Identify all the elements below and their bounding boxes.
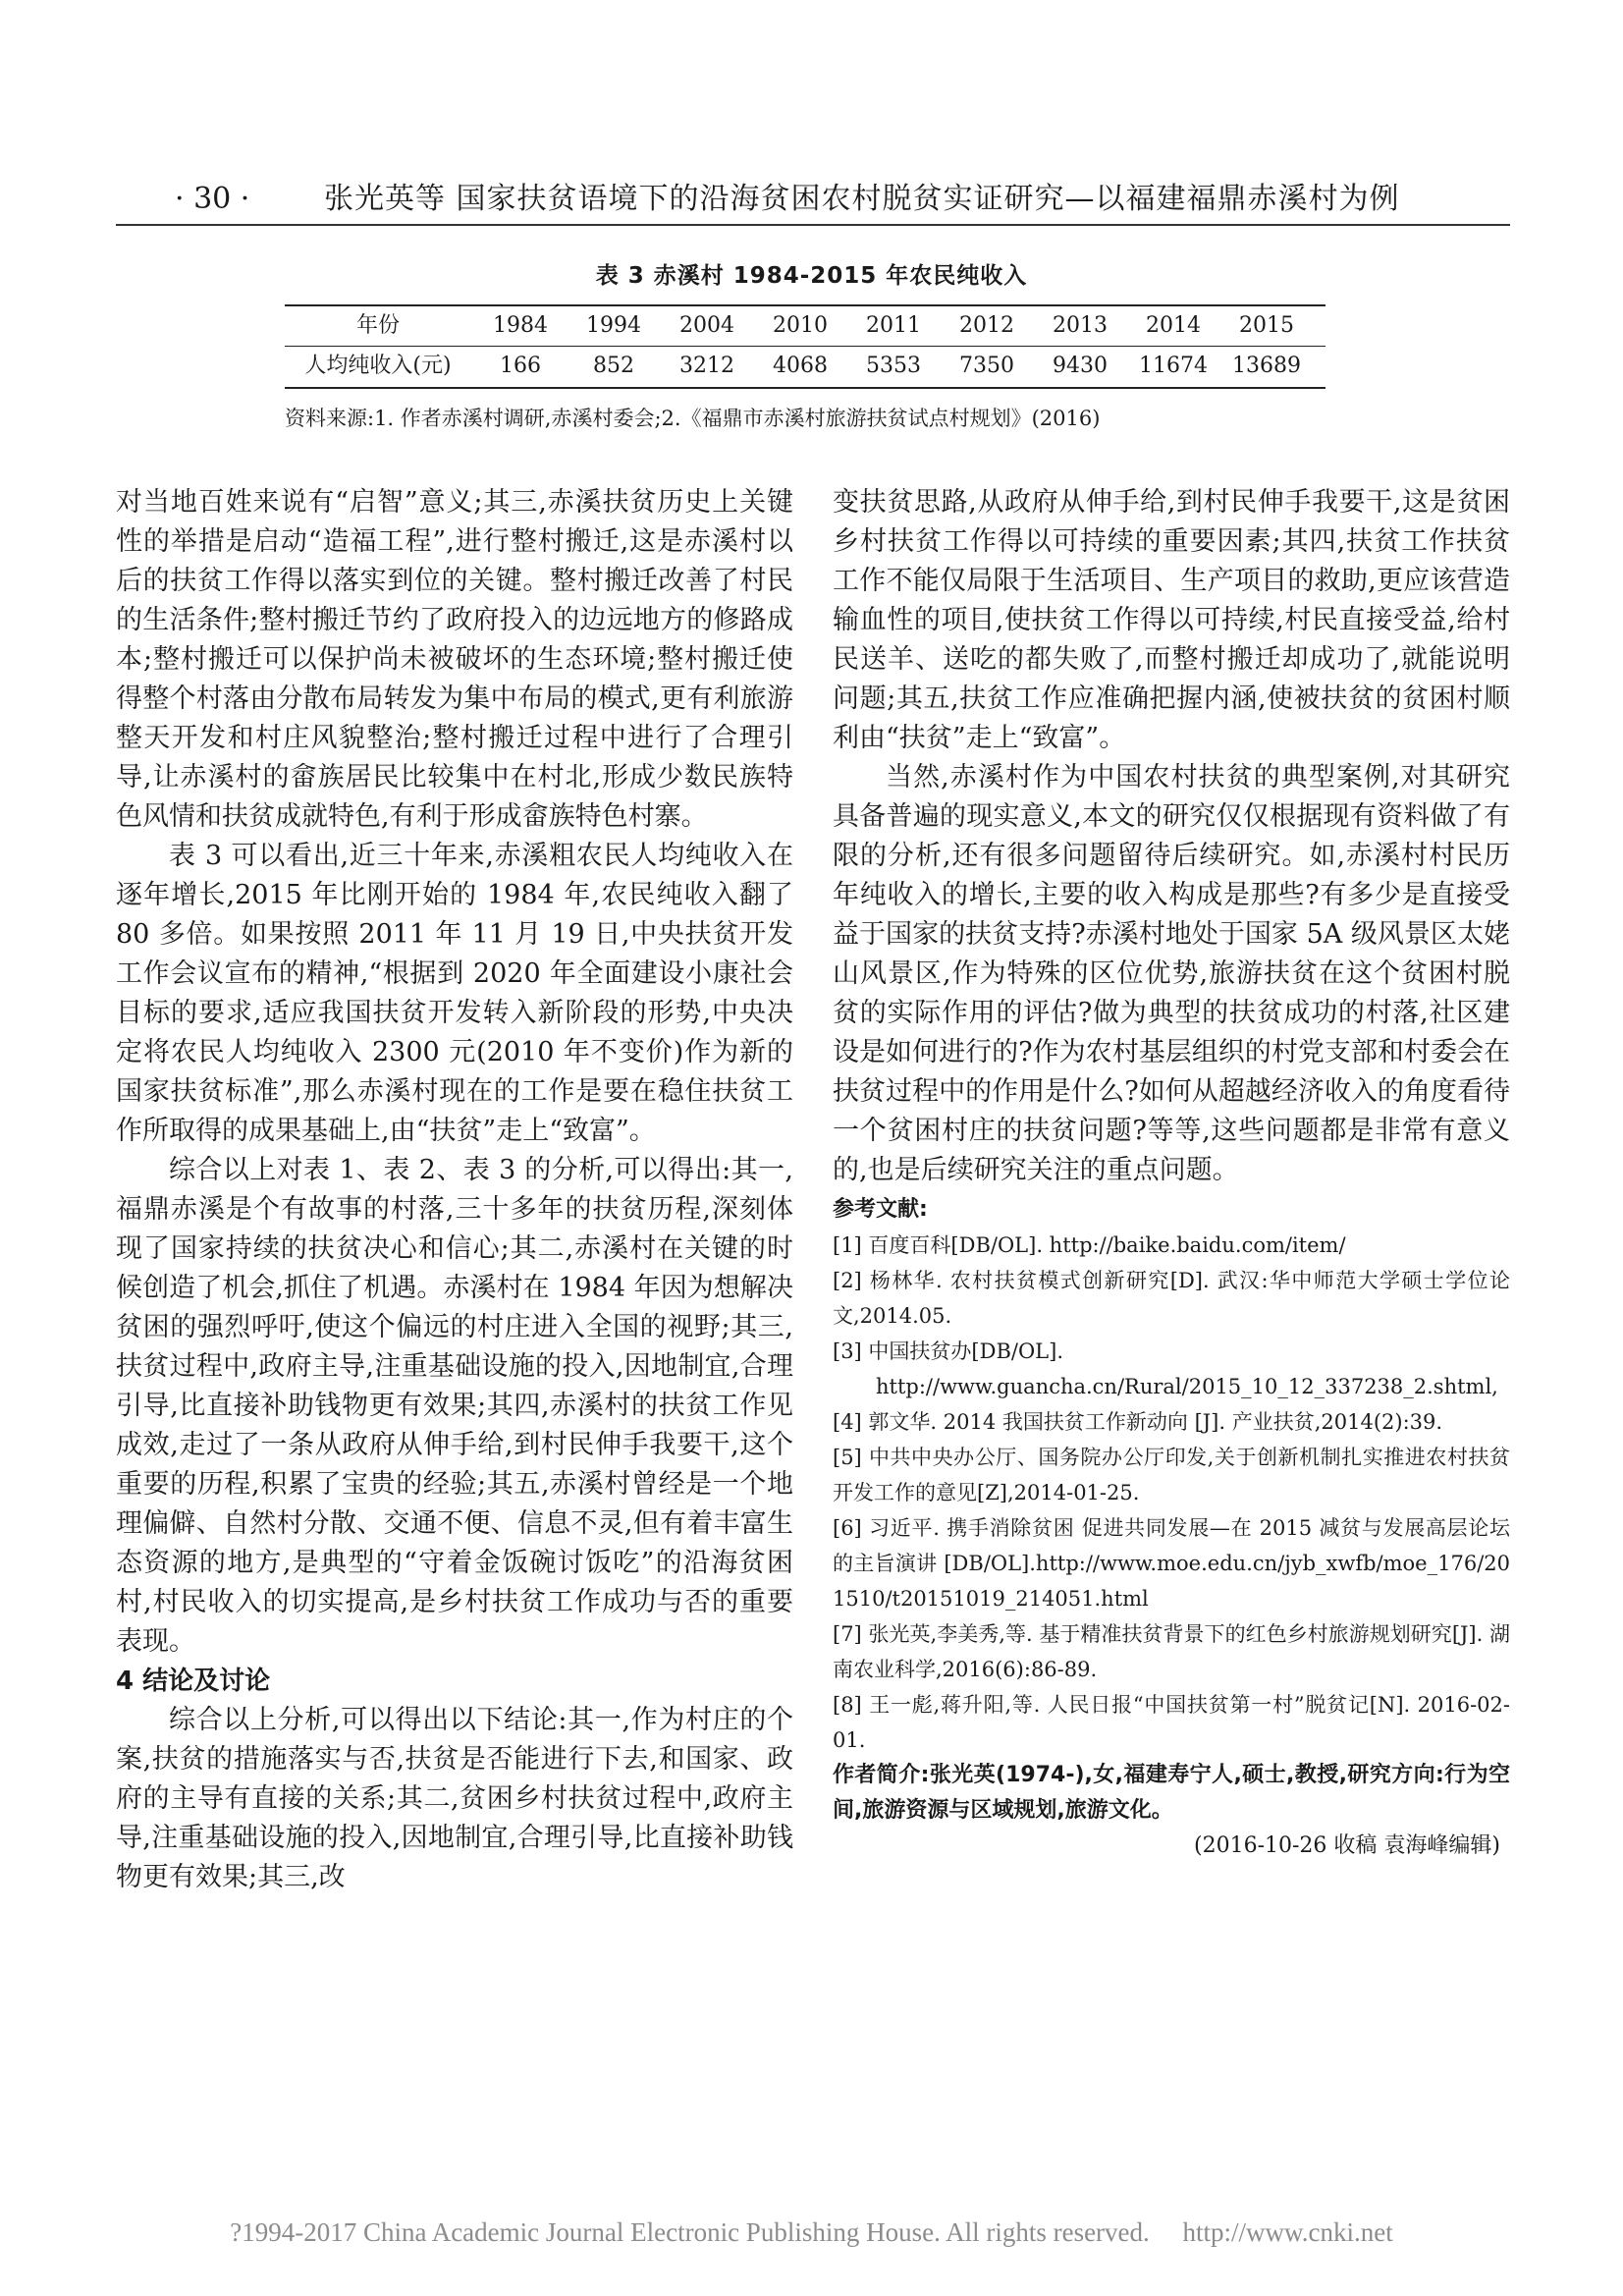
year-cell: 2014 xyxy=(1146,313,1201,338)
income-cell: 852 xyxy=(593,354,634,378)
reference-item: [7] 张光英,李美秀,等. 基于精准扶贫背景下的红色乡村旅游规划研究[J]. 湖南农业科学,2016(6):86-89. xyxy=(833,1622,1510,1681)
income-label: 人均纯收入(元) xyxy=(304,354,452,378)
table-bottom-rule xyxy=(285,387,1325,389)
body-paragraph: 表 3 可以看出,近三十年来,赤溪粗农民人均纯收入在逐年增长,2015 年比刚开始的 1984 年,农民纯收入翻了 80 多倍。如果按照 2011 年 11 月 19 日,中央扶贫开发工作会议宣布的精神,“根据到 2020 年全面建设小康社会目标的要求,适应我国扶贫开发转入新阶段的形势,中央决定将农民人均纯收入 2300 元(2010 年不变价)作为新的国家扶贫标准”,那么赤溪村现在的工作是要在稳住扶贫工作所取得的成果基础上,由“扶贫”走上“致富”。 xyxy=(116,841,793,1146)
income-cell: 7350 xyxy=(959,354,1014,378)
table-caption: 表 3 赤溪村 1984-2015 年农民纯收入 xyxy=(595,263,1028,289)
table-source-note: 资料来源:1. 作者赤溪村调研,赤溪村委会;2.《福鼎市赤溪村旅游扶贫试点村规划》(2016) xyxy=(285,407,1101,430)
income-cell: 9430 xyxy=(1053,354,1108,378)
copyright-footer: ?1994-2017 China Academic Journal Electronic Publishing House. All rights reserved. http://www.cnki.net xyxy=(230,2217,1393,2247)
reference-item: [4] 郭文华. 2014 我国扶贫工作新动向 [J]. 产业扶贫,2014(2):39. xyxy=(833,1410,1443,1434)
reference-url: http://www.guancha.cn/Rural/2015_10_12_337238_2.shtml, xyxy=(876,1375,1498,1398)
body-paragraph: 综合以上对表 1、表 2、表 3 的分析,可以得出:其一,福鼎赤溪是个有故事的村落,三十多年的扶贫历程,深刻体现了国家持续的扶贫决心和信心;其二,赤溪村在关键的时候创造了机会,抓住了机遇。赤溪村在 1984 年因为想解决贫困的强烈呼吁,使这个偏远的村庄进入全国的视野;其三,扶贫过程中,政府主导,注重基础设施的投入,因地制宜,合理引导,比直接补助钱物更有效果;其四,赤溪村的扶贫工作见成效,走过了一条从政府从伸手给,到村民伸手我要干,这个重要的历程,积累了宝贵的经验;其五,赤溪村曾经是一个地理偏僻、自然村分散、交通不便、信息不灵,但有着丰富生态资源的地方,是典型的“守着金饭碗讨饭吃”的沿海贫困村,村民收入的切实提高,是乡村扶贫工作成功与否的重要表现。 xyxy=(116,1155,793,1657)
body-paragraph: 综合以上分析,可以得出以下结论:其一,作为村庄的个案,扶贫的措施落实与否,扶贫是否能进行下去,和国家、政府的主导有直接的关系;其二,贫困乡村扶贫过程中,政府主导,注重基础设施的投入,因地制宜,合理引导,比直接补助钱物更有效果;其三,改 xyxy=(116,1705,793,1892)
year-label: 年份 xyxy=(355,313,400,338)
year-cell: 2010 xyxy=(773,313,828,338)
year-cell: 1994 xyxy=(586,313,641,338)
body-paragraph: 当然,赤溪村作为中国农村扶贫的典型案例,对其研究具备普遍的现实意义,本文的研究仅仅根据现有资料做了有限的分析,还有很多问题留待后续研究。如,赤溪村村民历年纯收入的增长,主要的收入构成是那些?有多少是直接受益于国家的扶贫支持?赤溪村地处于国家 5A 级风景区太姥山风景区,作为特殊的区位优势,旅游扶贫在这个贫困村脱贫的实际作用的评估?做为典型的扶贫成功的村落,社区建设是如何进行的?作为农村基层组织的村党支部和村委会在扶贫过程中的作用是什么?如何从超越经济收入的角度看待一个贫困村庄的扶贫问题?等等,这些问题都是非常有意义的,也是后续研究关注的重点问题。 xyxy=(833,762,1510,1185)
reference-item: [2] 杨林华. 农村扶贫模式创新研究[D]. 武汉:华中师范大学硕士学位论文,2014.05. xyxy=(833,1269,1510,1328)
author-bio: 作者简介:张光英(1974-),女,福建寿宁人,硕士,教授,研究方向:行为空间,旅游资源与区域规划,旅游文化。 xyxy=(833,1763,1510,1823)
income-cell: 11674 xyxy=(1139,354,1208,378)
income-cell: 4068 xyxy=(773,354,828,378)
income-cell: 3212 xyxy=(679,354,734,378)
reference-item: [6] 习近平. 携手消除贫困 促进共同发展—在 2015 减贫与发展高层论坛的主旨演讲 [DB/OL].http://www.moe.edu.cn/jyb_xwfb/moe_176/201510/t20151019_214051.html xyxy=(833,1516,1510,1611)
year-cell: 2004 xyxy=(679,313,734,338)
running-title: 张光英等 国家扶贫语境下的沿海贫困农村脱贫实证研究—以福建福鼎赤溪村为例 xyxy=(324,182,1400,216)
year-cell: 1984 xyxy=(493,313,548,338)
left-column xyxy=(116,483,793,1897)
reference-item: [3] 中国扶贫办[DB/OL]. xyxy=(833,1339,1063,1363)
reference-item: [8] 王一彪,蒋升阳,等. 人民日报“中国扶贫第一村”脱贫记[N]. 2016-02-01. xyxy=(833,1693,1510,1752)
reference-item: [5] 中共中央办公厅、国务院办公厅印发,关于创新机制扎实推进农村扶贫开发工作的意见[Z],2014-01-25. xyxy=(833,1446,1510,1504)
year-cell: 2012 xyxy=(959,313,1014,338)
table-header-row xyxy=(285,306,1325,346)
section-heading: 4 结论及讨论 xyxy=(116,1667,271,1696)
income-cell: 5353 xyxy=(866,354,921,378)
table-income-row xyxy=(285,347,1325,386)
income-cell: 13689 xyxy=(1232,354,1301,378)
year-cell: 2011 xyxy=(866,313,921,338)
received-note: (2016-10-26 收稿 袁海峰编辑) xyxy=(1194,1833,1500,1858)
body-paragraph: 变扶贫思路,从政府从伸手给,到村民伸手我要干,这是贫困乡村扶贫工作得以可持续的重要因素;其四,扶贫工作扶贫工作不能仅局限于生活项目、生产项目的救助,更应该营造输血性的项目,使扶贫工作得以可持续,村民直接受益,给村民送羊、送吃的都失败了,而整村搬迁却成功了,就能说明问题;其五,扶贫工作应准确把握内涵,使被扶贫的贫困村顺利由“扶贫”走上“致富”。 xyxy=(833,487,1510,753)
page-number: · 30 · xyxy=(175,182,250,216)
year-cell: 2015 xyxy=(1239,313,1294,338)
income-cell: 166 xyxy=(500,354,541,378)
references-heading: 参考文献: xyxy=(833,1197,928,1222)
body-paragraph: 对当地百姓来说有“启智”意义;其三,赤溪扶贫历史上关键性的举措是启动“造福工程”,进行整村搬迁,这是赤溪村以后的扶贫工作得以落实到位的关键。整村搬迁改善了村民的生活条件;整村搬迁节约了政府投入的边远地方的修路成本;整村搬迁可以保护尚未被破坏的生态环境;整村搬迁使得整个村落由分散布局转发为集中布局的模式,更有利旅游整天开发和村庄风貌整治;整村搬迁过程中进行了合理引导,让赤溪村的畲族居民比较集中在村北,形成少数民族特色风情和扶贫成就特色,有利于形成畲族特色村寨。 xyxy=(116,487,793,832)
header-rule xyxy=(116,224,1510,226)
right-column xyxy=(833,483,1510,1864)
running-header xyxy=(116,175,1510,224)
year-cell: 2013 xyxy=(1053,313,1108,338)
reference-item: [1] 百度百科[DB/OL]. http://baike.baidu.com/item/ xyxy=(833,1233,1346,1257)
